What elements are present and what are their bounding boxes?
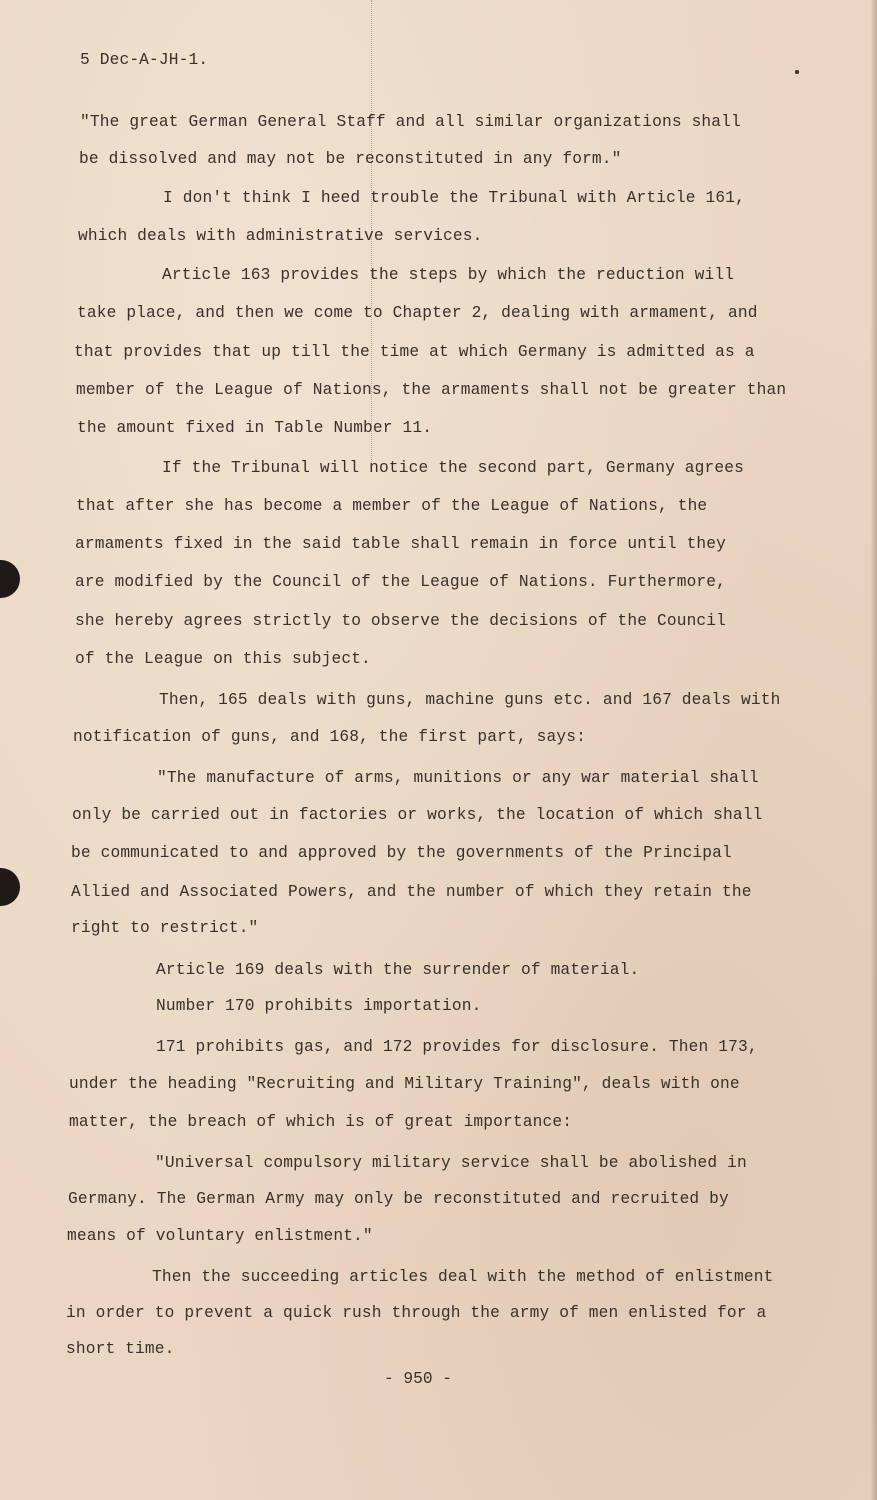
text-line: Allied and Associated Powers, and the number of which they retain the: [71, 883, 752, 901]
text-line: Then the succeeding articles deal with the method of enlistment: [152, 1268, 774, 1286]
text-line: that after she has become a member of the League of Nations, the: [76, 497, 708, 515]
punch-hole-top: [0, 560, 20, 598]
text-line: Germany. The German Army may only be reconstituted and recruited by: [68, 1190, 729, 1208]
text-line: short time.: [66, 1340, 175, 1358]
document-reference: 5 Dec-A-JH-1.: [80, 51, 209, 69]
text-line: If the Tribunal will notice the second part, Germany agrees: [162, 459, 744, 477]
text-line: member of the League of Nations, the armaments shall not be greater than: [76, 381, 787, 399]
text-line: Article 163 provides the steps by which the reduction will: [162, 266, 735, 284]
text-line: that provides that up till the time at which Germany is admitted as a: [74, 343, 755, 361]
text-line: the amount fixed in Table Number 11.: [77, 419, 433, 437]
text-line: Number 170 prohibits importation.: [156, 997, 482, 1015]
text-line: only be carried out in factories or works, the location of which shall: [72, 806, 763, 824]
text-line: under the heading "Recruiting and Military Training", deals with one: [69, 1075, 740, 1093]
page-number: - 950 -: [384, 1370, 452, 1388]
text-line: armaments fixed in the said table shall remain in force until they: [75, 535, 727, 553]
text-line: 171 prohibits gas, and 172 provides for disclosure. Then 173,: [156, 1038, 758, 1056]
text-line: I don't think I heed trouble the Tribunal with Article 161,: [163, 189, 745, 207]
text-line: right to restrict.": [71, 919, 259, 937]
text-line: "The manufacture of arms, munitions or any war material shall: [157, 769, 759, 787]
ink-speck: [795, 70, 799, 74]
page-edge-shadow: [870, 0, 877, 1500]
text-line: "Universal compulsory military service shall be abolished in: [155, 1154, 747, 1172]
text-line: are modified by the Council of the League of Nations. Furthermore,: [75, 573, 727, 591]
text-line: be dissolved and may not be reconstituted in any form.": [79, 150, 622, 168]
text-line: matter, the breach of which is of great importance:: [69, 1113, 573, 1131]
text-line: in order to prevent a quick rush through the army of men enlisted for a: [66, 1304, 767, 1322]
text-line: she hereby agrees strictly to observe the decisions of the Council: [75, 612, 727, 630]
text-line: "The great German General Staff and all similar organizations shall: [80, 113, 741, 131]
text-line: which deals with administrative services.: [78, 227, 483, 245]
text-line: means of voluntary enlistment.": [67, 1227, 373, 1245]
text-line: Then, 165 deals with guns, machine guns etc. and 167 deals with: [159, 691, 781, 709]
punch-hole-bottom: [0, 868, 20, 906]
text-line: of the League on this subject.: [75, 650, 371, 668]
text-line: notification of guns, and 168, the first part, says:: [73, 728, 586, 746]
text-line: be communicated to and approved by the governments of the Principal: [71, 844, 732, 862]
text-line: take place, and then we come to Chapter 2, dealing with armament, and: [77, 304, 758, 322]
text-line: Article 169 deals with the surrender of material.: [156, 961, 640, 979]
